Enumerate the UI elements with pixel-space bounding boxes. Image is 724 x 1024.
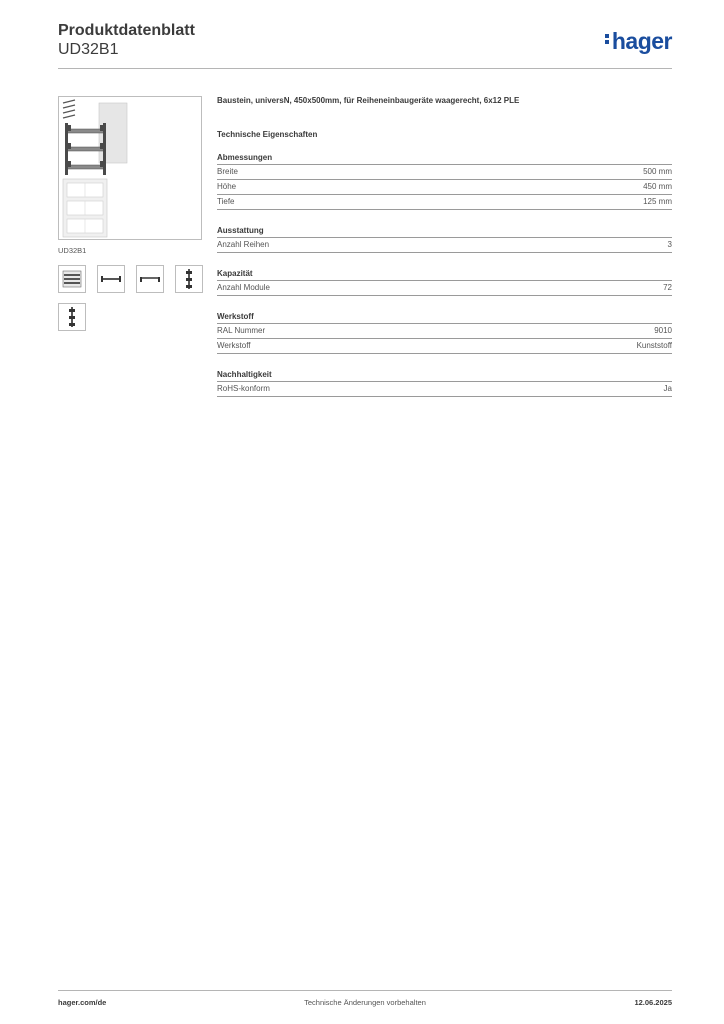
- page-header: [58, 22, 672, 68]
- document-date: 12.06.2025: [634, 998, 672, 1007]
- product-code: UD32B1: [58, 41, 119, 58]
- spec-label: Tiefe: [217, 197, 235, 206]
- spec-value: 500 mm: [643, 167, 672, 176]
- spec-label: Höhe: [217, 182, 237, 191]
- spec-group-title: Werkstoff: [217, 312, 672, 324]
- spec-row: [217, 238, 672, 253]
- spec-value: 125 mm: [643, 197, 672, 206]
- thumbnail[interactable]: [175, 265, 203, 293]
- spec-row: [217, 180, 672, 195]
- document-title: Produktdatenblatt: [58, 22, 195, 39]
- spec-row: [217, 339, 672, 354]
- spec-value: 72: [663, 283, 672, 292]
- logo-colon-mark: [605, 32, 610, 46]
- rail-top-icon: [139, 274, 161, 284]
- thumbnail[interactable]: [58, 303, 86, 331]
- website-link[interactable]: hager.com/de: [58, 998, 107, 1007]
- product-description: Baustein, universN, 450x500mm, für Reiheneinbaugeräte waagerecht, 6x12 PLE: [217, 96, 520, 105]
- header-divider: [58, 68, 672, 69]
- spec-label: Anzahl Reihen: [217, 240, 270, 249]
- rail-vertical-icon: [68, 306, 76, 328]
- rail-side-icon: [100, 274, 122, 284]
- spec-label: Anzahl Module: [217, 283, 270, 292]
- module-front-icon: [62, 270, 82, 288]
- spec-value: Kunststoff: [636, 341, 672, 350]
- spec-value: 450 mm: [643, 182, 672, 191]
- spec-group-capacity: [217, 269, 672, 296]
- spec-group-sustainability: [217, 370, 672, 397]
- spec-row: [217, 281, 672, 296]
- spec-value: Ja: [663, 384, 672, 393]
- product-details: [217, 96, 672, 397]
- spec-label: Breite: [217, 167, 238, 176]
- spec-row: [217, 165, 672, 180]
- spec-row: [217, 195, 672, 210]
- spec-group-title: Abmessungen: [217, 153, 672, 165]
- spec-label: Werkstoff: [217, 341, 251, 350]
- thumbnail[interactable]: [136, 265, 164, 293]
- logo-text: hager: [611, 28, 672, 54]
- spec-value: 9010: [654, 326, 672, 335]
- spec-row: [217, 382, 672, 397]
- module-assembly-icon: [59, 97, 201, 239]
- spec-label: RAL Nummer: [217, 326, 266, 335]
- spec-group-material: [217, 312, 672, 354]
- spec-label: RoHS-konform: [217, 384, 270, 393]
- thumbnail[interactable]: [58, 265, 86, 293]
- product-image-caption: UD32B1: [58, 246, 87, 255]
- spec-group-title: Kapazität: [217, 269, 672, 281]
- spec-group-equipment: [217, 226, 672, 253]
- product-gallery: [58, 96, 202, 331]
- footer-note: Technische Änderungen vorbehalten: [304, 998, 426, 1007]
- spec-row: [217, 324, 672, 339]
- section-heading: Technische Eigenschaften: [217, 130, 318, 139]
- spec-group-title: Ausstattung: [217, 226, 672, 238]
- spec-group-title: Nachhaltigkeit: [217, 370, 672, 382]
- hager-logo: [605, 28, 672, 55]
- spec-value: 3: [667, 240, 672, 249]
- thumbnail-strip: [58, 265, 218, 331]
- footer-divider: [58, 990, 672, 991]
- thumbnail[interactable]: [97, 265, 125, 293]
- spec-group-dimensions: [217, 153, 672, 210]
- product-main-image[interactable]: [58, 96, 202, 240]
- rail-vertical-icon: [185, 268, 193, 290]
